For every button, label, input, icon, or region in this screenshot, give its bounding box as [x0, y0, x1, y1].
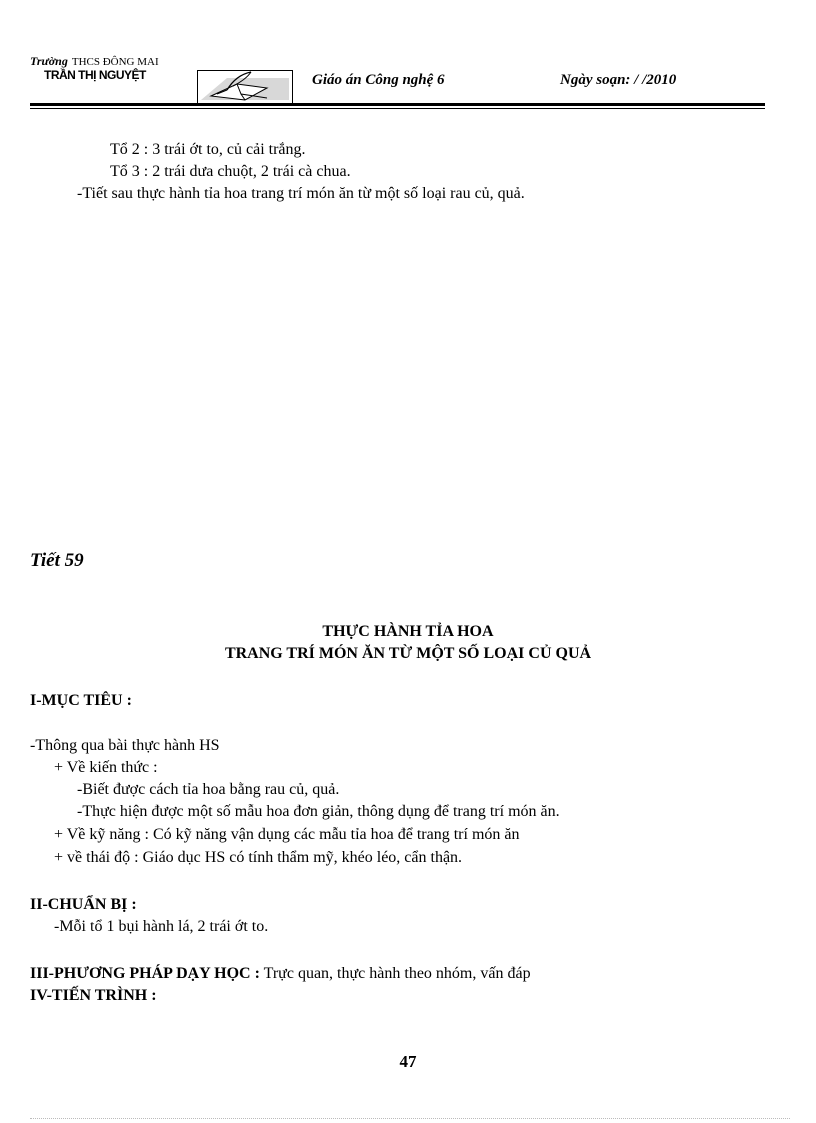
- carryover-line: -Tiết sau thực hành tỉa hoa trang trí món ăn từ một số loại rau củ, quả.: [77, 185, 525, 202]
- carryover-line: Tổ 3 : 2 trái dưa chuột, 2 trái cà chua.: [110, 163, 351, 180]
- school-label: [30, 54, 159, 69]
- school-name: THCS ĐÔNG MAI: [71, 56, 159, 68]
- footer-divider: [30, 1118, 790, 1119]
- section-heading: IV-TIẾN TRÌNH :: [30, 987, 157, 1004]
- methods-text: Trực quan, thực hành theo nhóm, vấn đáp: [259, 965, 531, 982]
- objective-intro: -Thông qua bài thực hành HS: [30, 737, 220, 754]
- section-heading: II-CHUẨN BỊ :: [30, 896, 137, 913]
- header-rule-thin: [30, 108, 765, 109]
- teacher-name: TRẦN THỊ NGUYỆT: [44, 68, 146, 82]
- preparation-date: Ngày soạn: / /2010: [560, 72, 677, 88]
- school-prefix: Trường: [30, 54, 68, 68]
- lesson-title-line1: THỰC HÀNH TỈA HOA: [322, 623, 494, 640]
- lesson-title-line2: TRANG TRÍ MÓN ĂN TỪ MỘT SỐ LOẠI CỦ QUẢ: [224, 645, 592, 662]
- page-number: 47: [399, 1052, 417, 1071]
- methods-line: [30, 965, 531, 983]
- carryover-line: Tổ 2 : 3 trái ớt to, củ cải trắng.: [110, 141, 306, 158]
- header-rule: [30, 103, 765, 106]
- knowledge-item: -Thực hiện được một số mẫu hoa đơn giản, thông dụng để trang trí món ăn.: [77, 803, 560, 820]
- preparation-item: -Mỗi tổ 1 bụi hành lá, 2 trái ớt to.: [54, 918, 269, 935]
- lesson-plan-title: Giáo án Công nghệ 6: [312, 72, 445, 88]
- knowledge-item: -Biết được cách tỉa hoa bằng rau củ, quả.: [77, 781, 340, 798]
- section-heading: III-PHƯƠNG PHÁP DẠY HỌC :: [30, 965, 260, 982]
- attitude-line: + về thái độ : Giáo dục HS có tính thẩm mỹ, khéo léo, cẩn thận.: [54, 849, 463, 866]
- knowledge-label: + Về kiến thức :: [54, 759, 158, 776]
- lesson-number: Tiết 59: [30, 550, 84, 571]
- book-quill-icon: [197, 70, 293, 104]
- skills-line: + Về kỹ năng : Có kỹ năng vận dụng các mẫu tỉa hoa để trang trí món ăn: [54, 826, 520, 843]
- section-heading: I-MỤC TIÊU :: [30, 692, 132, 709]
